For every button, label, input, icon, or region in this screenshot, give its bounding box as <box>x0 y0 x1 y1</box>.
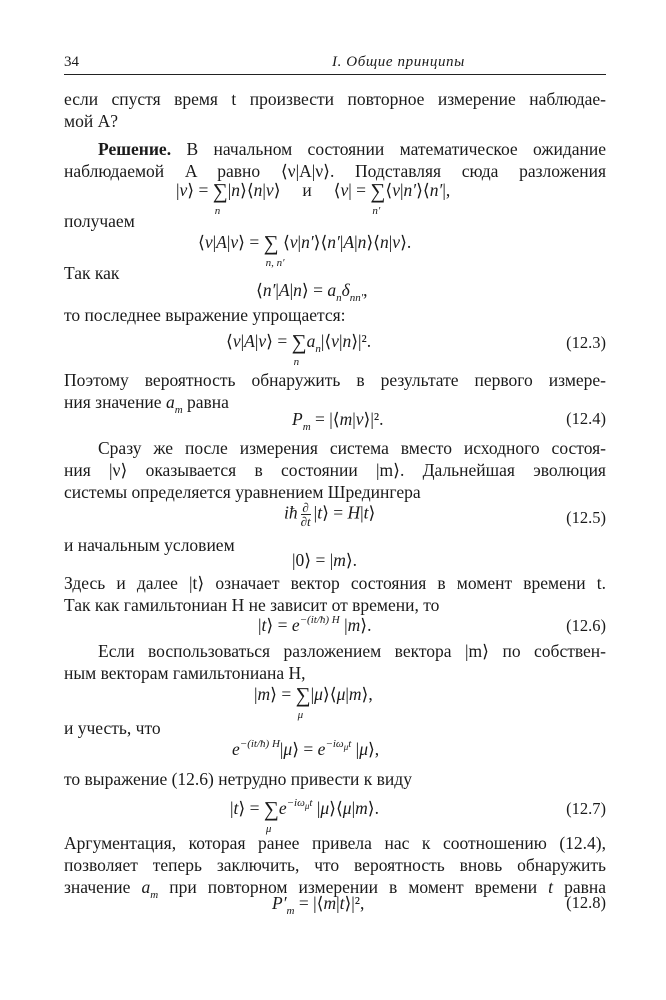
paragraph-question-end <box>64 88 606 132</box>
equation-12-5: iħ $\frac{\partial}{\partial t}$ |t⟩ = H|t⟩ <box>284 500 376 529</box>
text-line: наблюдаемой A равно ⟨ν|A|ν⟩. Подставляя сюда разложения <box>64 161 606 181</box>
equation-m-expansion: |m⟩ = ∑ μ |μ⟩⟨μ|m⟩, <box>254 683 373 721</box>
equation-diagonal: ⟨n′|A|n⟩ = $a_n\delta_{nn'}$, <box>256 280 368 304</box>
text-simplify <box>64 304 606 326</box>
equation-12-7: |t⟩ = ∑ μ $e^{-i\omega_\mu t}$ |μ⟩⟨μ|m⟩. <box>230 797 379 835</box>
text-and-note <box>64 717 606 739</box>
text-line: мой A? <box>64 111 118 131</box>
equation-12-8: $P'_m$ = |⟨m|t⟩|², <box>272 893 365 917</box>
text-line: Поэтому вероятность обнаружить в результате первого измере- <box>64 370 606 390</box>
text-line: Так как гамильтониан H не зависит от времени, то <box>64 595 440 615</box>
text-line: значение $a_m$ при повторном измерении в момент времени t равна <box>64 877 606 901</box>
paragraph-solution <box>64 138 606 182</box>
text-line <box>64 138 606 160</box>
text-line: Так как <box>64 263 120 283</box>
text-line: Аргументация, которая ранее привела нас к соотношению (12.4), <box>64 833 606 853</box>
running-header <box>64 52 606 75</box>
equation-exponent: $e^{-(it/ħ) H}|\mu⟩ = e^{-i\omega_\mu t}$ |μ⟩, <box>232 738 380 759</box>
text-line: и учесть, что <box>64 718 161 738</box>
text-line: то выражение (12.6) нетрудно привести к виду <box>64 769 412 789</box>
text-line: ния значение $a_m$ равна <box>64 392 229 416</box>
text-line: ным векторам гамильтониана H, <box>64 663 306 683</box>
text-expression <box>64 768 606 790</box>
equation-number: (12.6) <box>566 616 606 635</box>
text-line: Сразу же после измерения система вместо исходного состоя- <box>98 438 606 458</box>
text-line: Если воспользоваться разложением вектора |m⟩ по собствен- <box>98 641 606 661</box>
solution-label: Решение. <box>98 139 172 159</box>
text-line: Здесь и далее |t⟩ означает вектор состояния в момент времени t. <box>64 573 606 593</box>
running-title: I. Общие принципы <box>332 54 465 70</box>
word-get <box>64 210 606 232</box>
equation-12-4: $P_m$ = |⟨m|ν⟩|². <box>292 409 384 433</box>
equation-number: (12.8) <box>566 893 606 912</box>
equation-expectation: ⟨ν|A|ν⟩ = ∑ n, n′ ⟨ν|n′⟩⟨n′|A|n⟩⟨n|ν⟩. <box>198 231 412 269</box>
paragraph-state-vector <box>64 572 606 616</box>
equation-12-3: ⟨ν|A|ν⟩ = ∑ n $a_n|⟨\nu|n⟩|^2$. <box>226 330 372 368</box>
text-line: то последнее выражение упрощается: <box>64 305 346 325</box>
text-line: и начальным условием <box>64 535 235 555</box>
text-line: системы определяется уравнением Шредингера <box>64 482 421 502</box>
paragraph-after-measurement <box>64 437 606 503</box>
text-line: получаем <box>64 211 135 231</box>
paragraph-eigen-expansion <box>64 640 606 684</box>
equation-12-6: |t⟩ = $e^{-(it/ħ) H}$ |m⟩. <box>258 614 372 635</box>
equation-initial: |0⟩ = |m⟩. <box>292 550 358 570</box>
text-line: если спустя время t произвести повторное измерение наблюдае- <box>64 89 606 109</box>
equation-expansions: |ν⟩ = ∑ n |n⟩⟨n|ν⟩ и ⟨ν| = ∑ n′ ⟨ν|n′⟩⟨n′|, <box>176 179 451 217</box>
equation-number: (12.4) <box>566 409 606 428</box>
text-line: ния |ν⟩ оказывается в состоянии |m⟩. Дальнейшая эволюция <box>64 460 606 480</box>
equation-number: (12.3) <box>566 333 606 352</box>
equation-number: (12.5) <box>566 508 606 527</box>
page-number: 34 <box>64 54 79 70</box>
text-span: В начальном состоянии математическое ожидание <box>171 139 606 159</box>
equation-number: (12.7) <box>566 799 606 818</box>
text-line: позволяет теперь заключить, что вероятность вновь обнаружить <box>64 855 606 875</box>
